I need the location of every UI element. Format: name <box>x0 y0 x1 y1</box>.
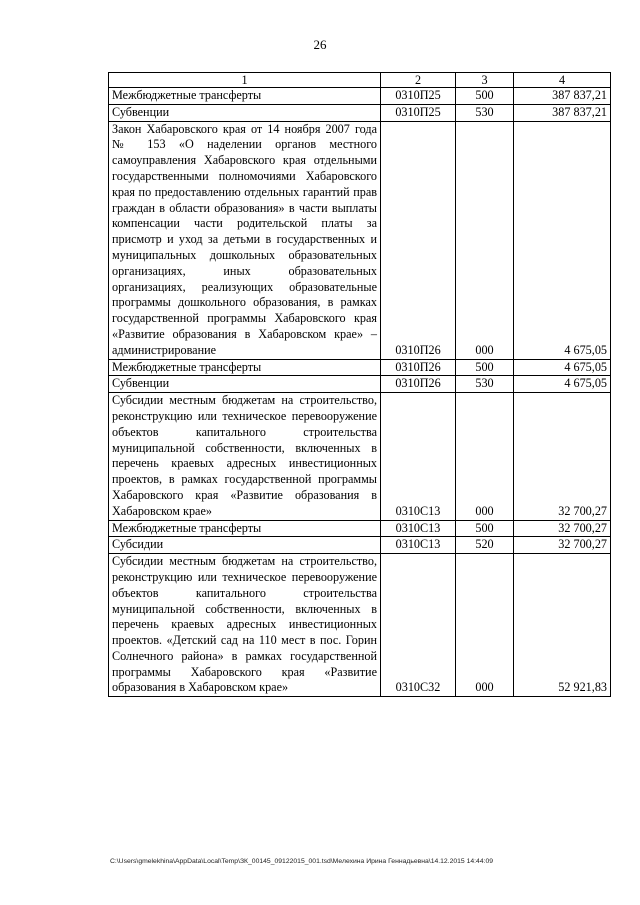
row-code: 0310С32 <box>381 554 456 697</box>
row-vr: 500 <box>456 520 514 537</box>
row-sum: 387 837,21 <box>514 104 611 121</box>
table-row <box>109 554 611 697</box>
table-row <box>109 393 611 520</box>
row-sum: 4 675,05 <box>514 121 611 359</box>
row-code: 0310С13 <box>381 393 456 520</box>
table-header-row <box>109 73 611 88</box>
table-row <box>109 104 611 121</box>
header-col-1: 1 <box>109 73 381 88</box>
row-sum: 32 700,27 <box>514 393 611 520</box>
page-number: 26 <box>313 37 327 52</box>
row-code: 0310П25 <box>381 104 456 121</box>
budget-table <box>108 72 611 697</box>
row-name: Субсидии местным бюджетам на строительство, реконструкцию или техническое перевооружение объектов капитального строительства муниципальной собственности, включенных в перечень краевых адресных инвестиционных проектов, в рамках государственной программы Хабаровского края «Развитие образования в Хабаровском крае» <box>109 393 381 520</box>
row-sum: 387 837,21 <box>514 88 611 105</box>
row-vr: 000 <box>456 554 514 697</box>
row-code: 0310П25 <box>381 88 456 105</box>
row-name: Межбюджетные трансферты <box>109 88 381 105</box>
row-vr: 530 <box>456 104 514 121</box>
table-row <box>109 520 611 537</box>
row-name: Субвенции <box>109 104 381 121</box>
table-row <box>109 376 611 393</box>
table-row <box>109 359 611 376</box>
row-sum: 4 675,05 <box>514 376 611 393</box>
row-sum: 52 921,83 <box>514 554 611 697</box>
row-vr: 530 <box>456 376 514 393</box>
row-sum: 32 700,27 <box>514 537 611 554</box>
row-vr: 000 <box>456 121 514 359</box>
row-vr: 500 <box>456 88 514 105</box>
table-row <box>109 537 611 554</box>
row-code: 0310С13 <box>381 520 456 537</box>
row-code: 0310С13 <box>381 537 456 554</box>
row-vr: 500 <box>456 359 514 376</box>
row-code: 0310П26 <box>381 121 456 359</box>
header-col-4: 4 <box>514 73 611 88</box>
header-col-3: 3 <box>456 73 514 88</box>
row-sum: 4 675,05 <box>514 359 611 376</box>
document-footer-path: C:\Users\gmelekhina\AppData\Local\Temp\ЗК_00145_09122015_001.tsd\Мелехина Ирина Геннадьевна\14.12.2015 14:44:09 <box>110 858 494 865</box>
row-vr: 000 <box>456 393 514 520</box>
row-name: Субвенции <box>109 376 381 393</box>
row-name: Субсидии <box>109 537 381 554</box>
row-name: Закон Хабаровского края от 14 ноября 2007 года № 153 «О наделении органов местного самоуправления Хабаровского края отдельными государственными полномочиями Хабаровского края по предоставлению отдельных гарантий прав граждан в области образования» в части выплаты компенсации части родительской платы за присмотр и уход за детьми в государственных и муниципальных дошкольных образовательных организациях, иных образовательных организациях, реализующих образовательные программы дошкольного образования, в рамках государственной программы Хабаровского края «Развитие образования в Хабаровском крае» – администрирование <box>109 121 381 359</box>
row-name: Межбюджетные трансферты <box>109 520 381 537</box>
row-name: Межбюджетные трансферты <box>109 359 381 376</box>
row-vr: 520 <box>456 537 514 554</box>
header-col-2: 2 <box>381 73 456 88</box>
row-name: Субсидии местным бюджетам на строительство, реконструкцию или техническое перевооружение объектов капитального строительства муниципальной собственности, включенных в перечень краевых адресных инвестиционных проектов. «Детский сад на 110 мест в пос. Горин Солнечного района» в рамках государственной программы Хабаровского края «Развитие образования в Хабаровском крае» <box>109 554 381 697</box>
row-sum: 32 700,27 <box>514 520 611 537</box>
table-row <box>109 121 611 359</box>
row-code: 0310П26 <box>381 376 456 393</box>
row-code: 0310П26 <box>381 359 456 376</box>
table-row <box>109 88 611 105</box>
